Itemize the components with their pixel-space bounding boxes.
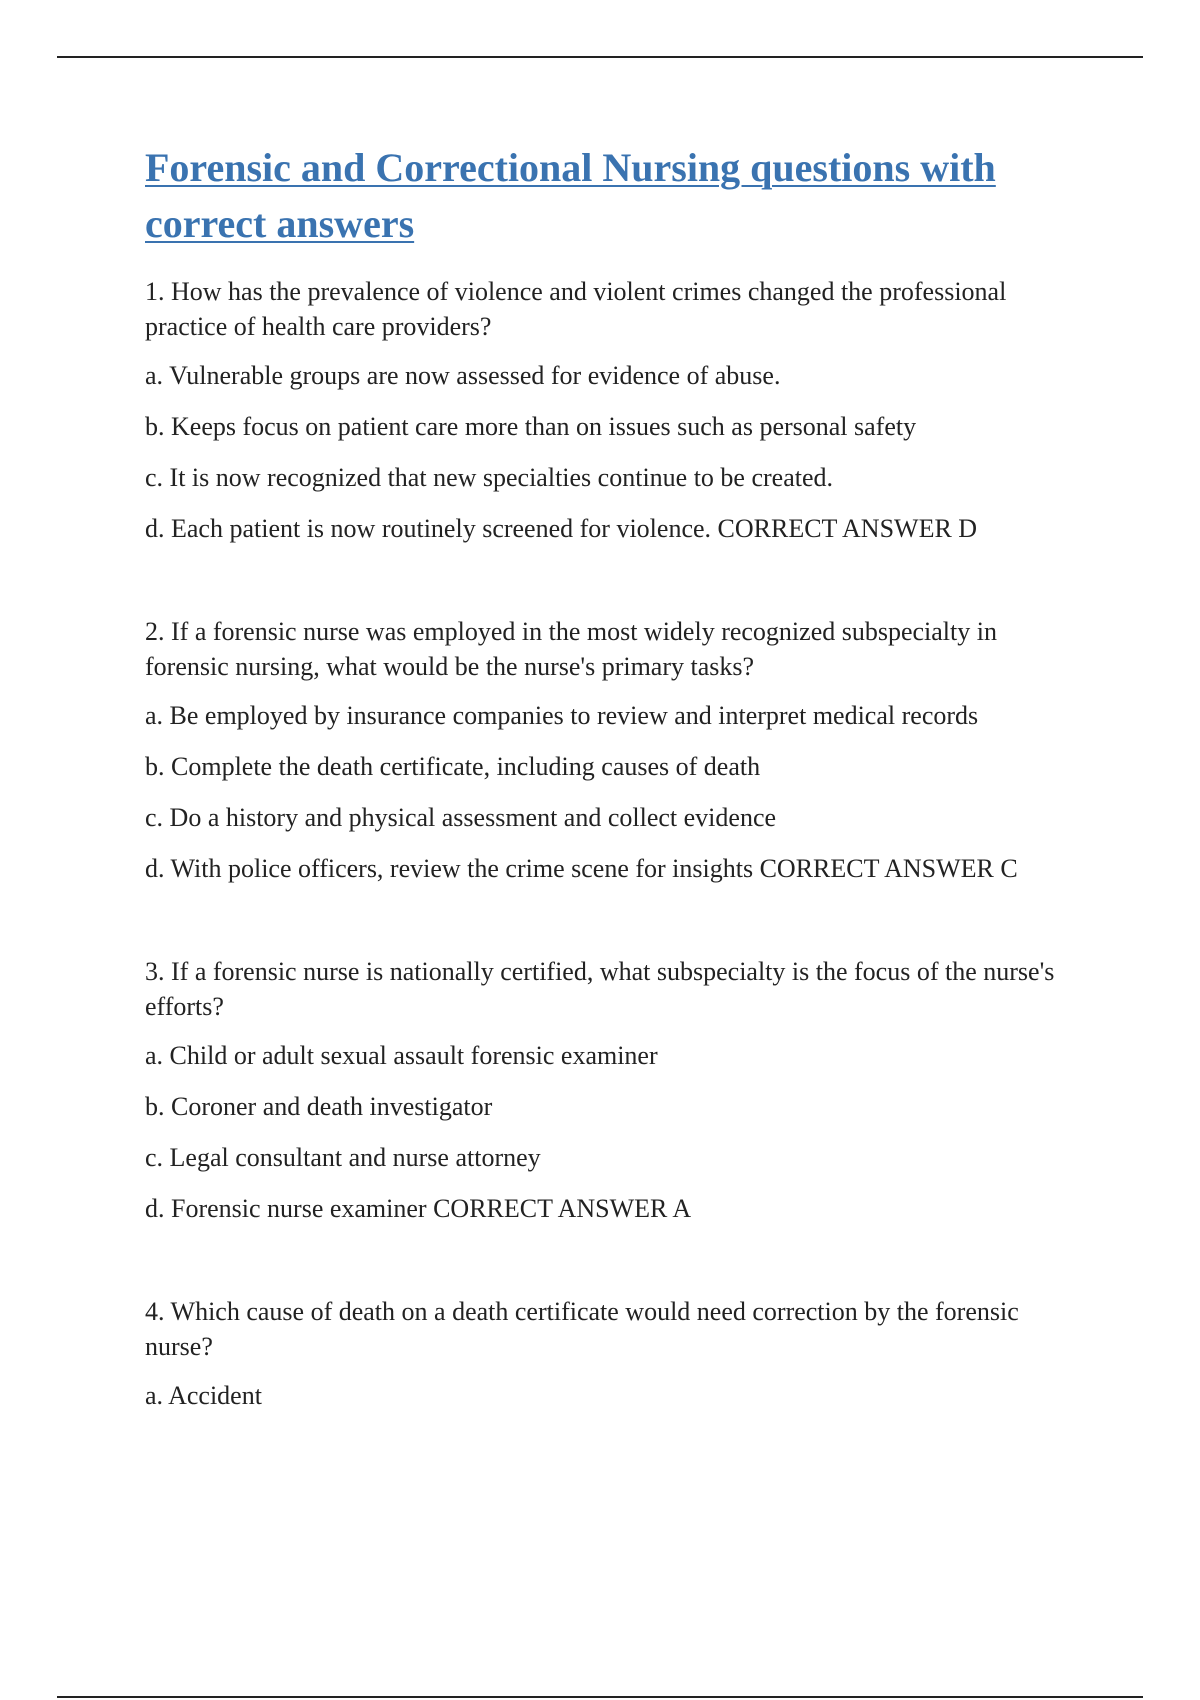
top-rule xyxy=(57,56,1143,58)
question-4 xyxy=(145,1294,1085,1413)
question-2 xyxy=(145,614,1085,886)
answer-option-d: d. Each patient is now routinely screened for violence. CORRECT ANSWER D xyxy=(145,514,978,543)
answer-option-b: b. Coroner and death investigator xyxy=(145,1092,493,1121)
answer-option-a: a. Accident xyxy=(145,1381,262,1410)
bottom-rule xyxy=(57,1696,1143,1698)
answer-option-c: c. It is now recognized that new specialties continue to be created. xyxy=(145,463,834,492)
question-separator xyxy=(145,1242,1085,1294)
question-separator xyxy=(145,902,1085,954)
answer-option-d: d. With police officers, review the crime scene for insights CORRECT ANSWER C xyxy=(145,854,1018,883)
document-body xyxy=(145,140,1085,1429)
question-text: 1. How has the prevalence of violence and violent crimes changed the professional practice of health care providers? xyxy=(145,277,1007,341)
question-text: 3. If a forensic nurse is nationally certified, what subspecialty is the focus of the nurse's efforts? xyxy=(145,957,1055,1021)
answer-option-b: b. Complete the death certificate, including causes of death xyxy=(145,752,761,781)
answer-option-a: a. Vulnerable groups are now assessed for evidence of abuse. xyxy=(145,361,781,390)
document-title[interactable]: Forensic and Correctional Nursing questions with correct answers xyxy=(145,145,996,246)
answer-option-a: a. Child or adult sexual assault forensic examiner xyxy=(145,1041,658,1070)
question-1 xyxy=(145,274,1085,546)
answer-option-c: c. Legal consultant and nurse attorney xyxy=(145,1143,541,1172)
question-separator xyxy=(145,562,1085,614)
answer-option-a: a. Be employed by insurance companies to review and interpret medical records xyxy=(145,701,979,730)
question-3 xyxy=(145,954,1085,1226)
question-text: 4. Which cause of death on a death certificate would need correction by the forensic nurse? xyxy=(145,1297,1019,1361)
answer-option-c: c. Do a history and physical assessment and collect evidence xyxy=(145,803,777,832)
question-text: 2. If a forensic nurse was employed in the most widely recognized subspecialty in forensic nursing, what would be the nurse's primary tasks? xyxy=(145,617,997,681)
answer-option-d: d. Forensic nurse examiner CORRECT ANSWER A xyxy=(145,1194,692,1223)
answer-option-b: b. Keeps focus on patient care more than on issues such as personal safety xyxy=(145,412,917,441)
